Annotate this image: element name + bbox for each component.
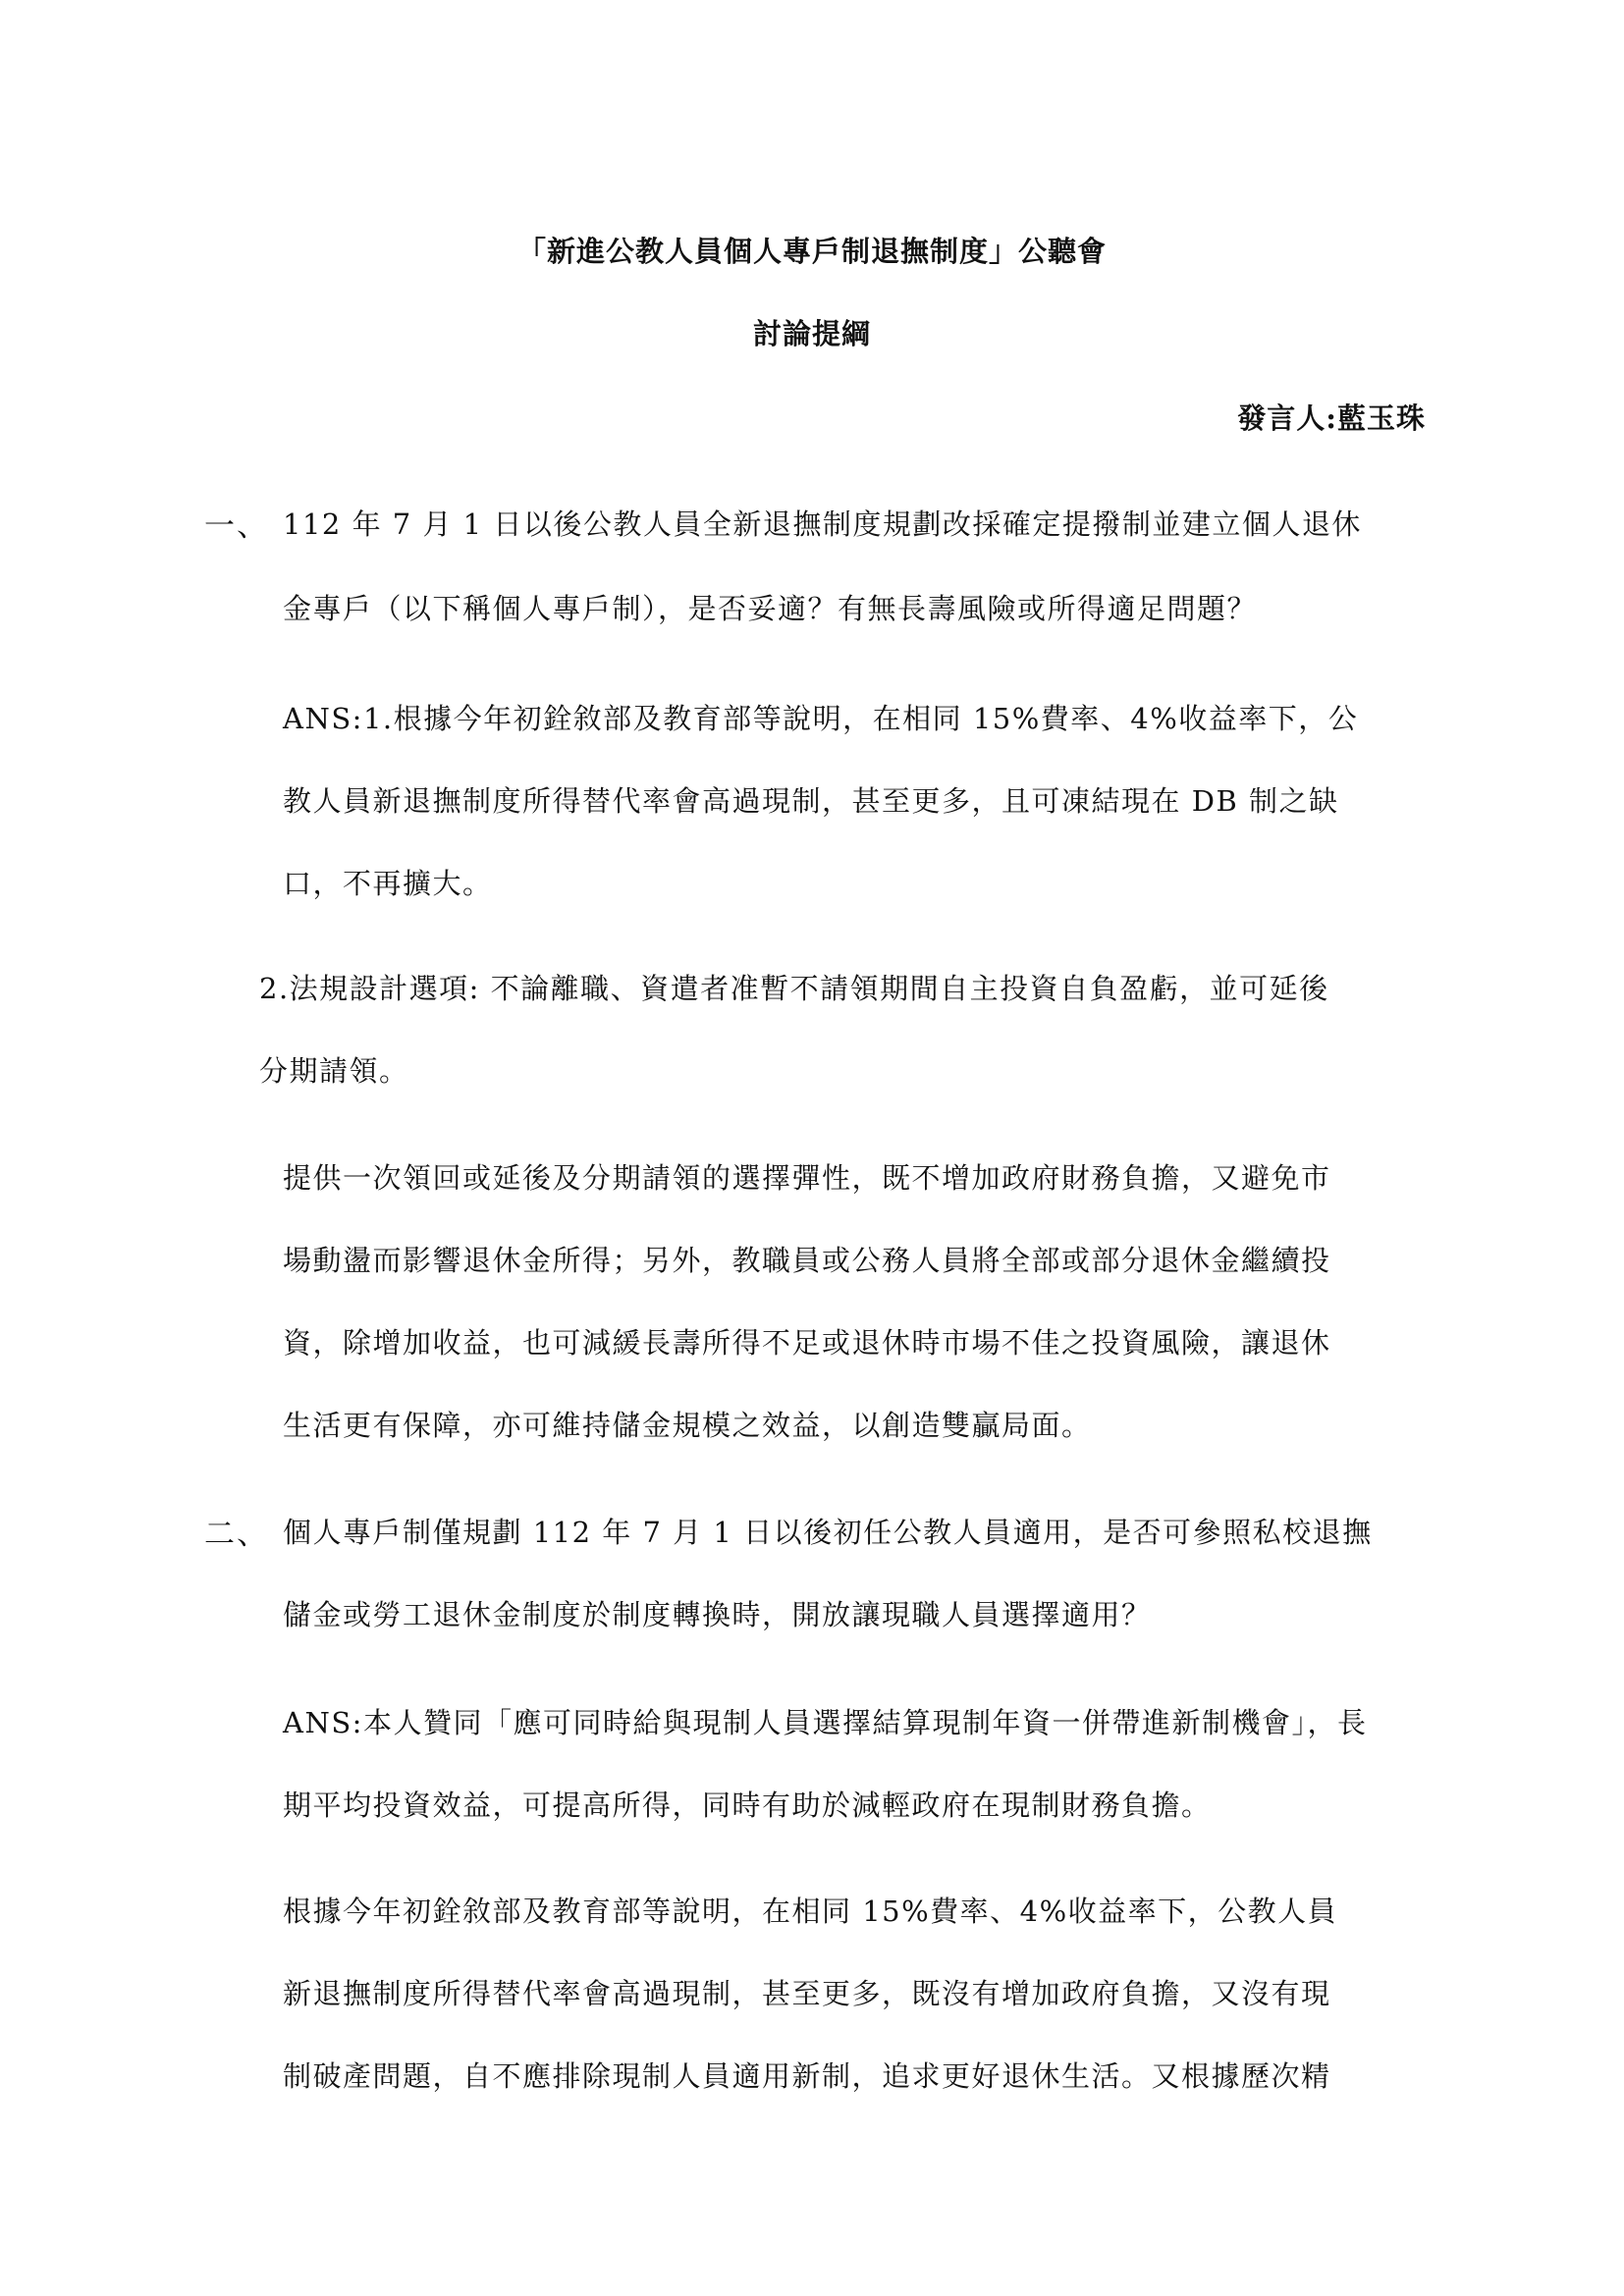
answer-2-line-1: ANS:本人贊同「應可同時給與現制人員選擇結算現制年資一併帶進新制機會」，長 [283, 1706, 1368, 1739]
answer-1-paragraph-line-2: 場動盪而影響退休金所得；另外，教職員或公務人員將全部或部分退休金繼續投 [283, 1244, 1331, 1277]
answer-1-line-1: ANS:1.根據今年初銓敘部及教育部等說明，在相同 15%費率、4%收益率下，公 [283, 702, 1359, 735]
question-1-marker: 一、 [204, 508, 269, 544]
question-1-line-2: 金專戶（以下稱個人專戶制），是否妥適？有無長壽風險或所得適足問題？ [283, 592, 1258, 625]
speaker-name: 發言人:藍玉珠 [1237, 401, 1426, 435]
answer-2-line-2: 期平均投資效益，可提高所得，同時有助於減輕政府在現制財務負擔。 [283, 1789, 1212, 1822]
answer-1-point-2-line-1: 2.法規設計選項: 不論離職、資遣者准暫不請領期間自主投資自負盈虧，並可延後 [259, 972, 1329, 1005]
answer-2-paragraph-line-2: 新退撫制度所得替代率會高過現制，甚至更多，既沒有增加政府負擔，又沒有現 [283, 1977, 1331, 2010]
document-subtitle: 討論提綱 [752, 317, 871, 350]
answer-1-paragraph-line-1: 提供一次領回或延後及分期請領的選擇彈性，既不增加政府財務負擔，又避免市 [283, 1161, 1331, 1195]
answer-1-point-2-line-2: 分期請領。 [259, 1054, 409, 1088]
answer-1-line-3: 口，不再擴大。 [283, 867, 493, 900]
answer-2-paragraph-line-3: 制破產問題，自不應排除現制人員適用新制，追求更好退休生活。又根據歷次精 [283, 2059, 1331, 2093]
answer-1-paragraph-line-3: 資，除增加收益，也可減緩長壽所得不足或退休時市場不佳之投資風險，讓退休 [283, 1326, 1331, 1360]
question-2-marker: 二、 [204, 1517, 269, 1552]
question-2-line-2: 儲金或勞工退休金制度於制度轉換時，開放讓現職人員選擇適用？ [283, 1598, 1152, 1631]
document-title: 「新進公教人員個人專戶制退撫制度」公聽會 [516, 235, 1107, 268]
answer-2-paragraph-line-1: 根據今年初銓敘部及教育部等說明，在相同 15%費率、4%收益率下，公教人員 [283, 1895, 1338, 1928]
answer-1-paragraph-line-4: 生活更有保障，亦可維持儲金規模之效益，以創造雙贏局面。 [283, 1409, 1092, 1442]
question-2-line-1: 個人專戶制僅規劃 112 年 7 月 1 日以後初任公教人員適用，是否可參照私校退撫 [283, 1516, 1373, 1549]
question-1-line-1: 112 年 7 月 1 日以後公教人員全新退撫制度規劃改採確定提撥制並建立個人退休 [283, 507, 1362, 541]
answer-1-line-2: 教人員新退撫制度所得替代率會高過現制，甚至更多，且可凍結現在 DB 制之缺 [283, 784, 1339, 818]
